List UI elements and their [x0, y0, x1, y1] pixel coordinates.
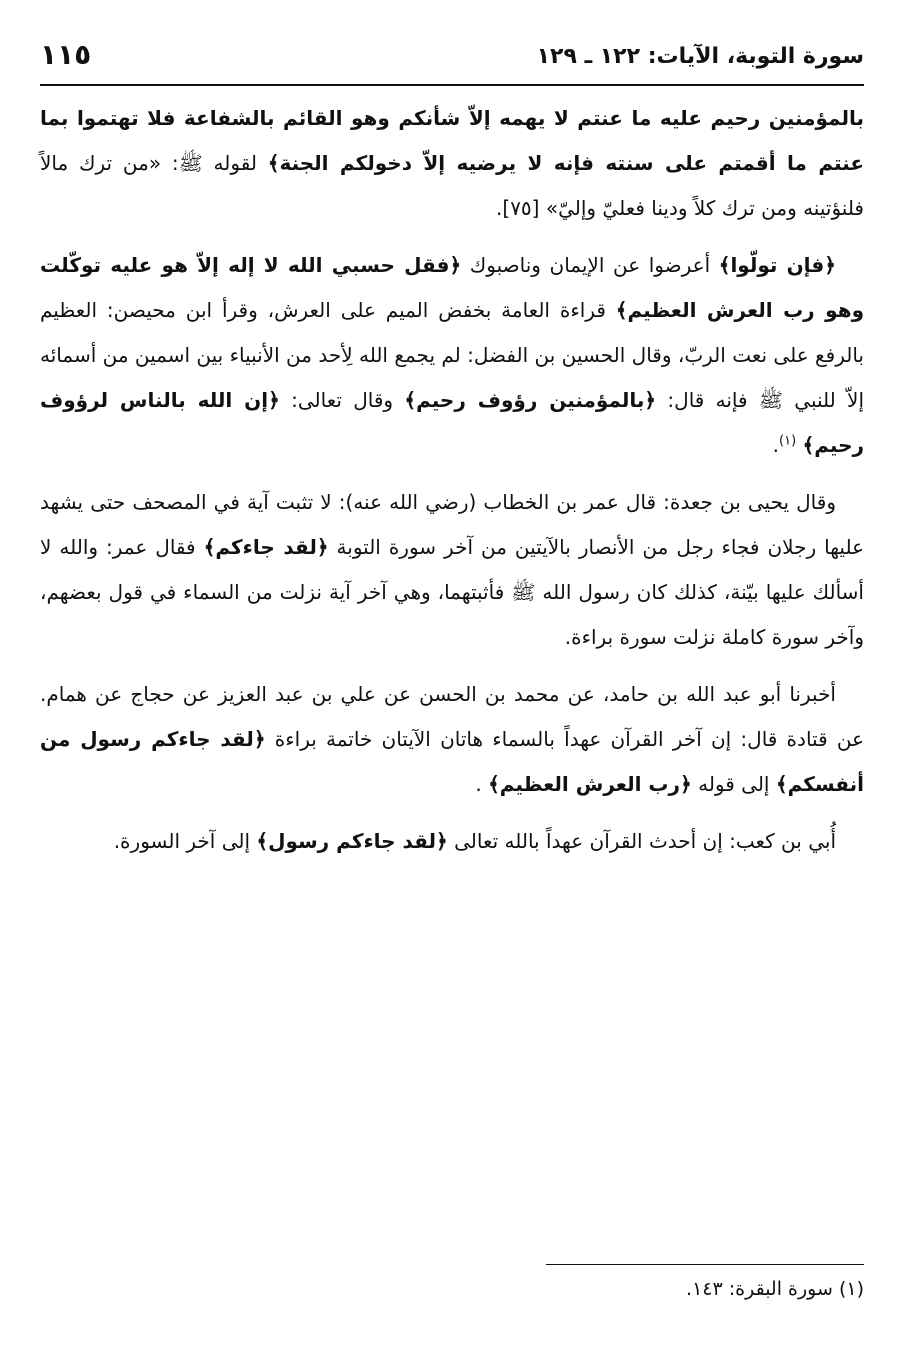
- text-run: فقال عمر: والله لا أسألك عليها بيّنة، كذلك كان رسول الله ﷺ فأثبتهما، وهي آخر آية نزلت من السماء في قول بعضهم، وآخر سورة كاملة نزلت سورة براءة.: [40, 535, 864, 649]
- text-run: قراءة العامة بخفض الميم على العرش، وقرأ ابن محيصن: العظيم بالرفع على نعت الربّ، وقال الحسين بن الفضل: لم يجمع الله لِأحد من الأنبياء بين اسمين من أسمائه إلاّ للنبي ﷺ فإنه قال:: [40, 298, 865, 412]
- footnote-marker: (١): [779, 433, 797, 449]
- paragraph-3: [40, 480, 864, 660]
- quran-quote: ﴿فإن تولّوا﴾: [718, 253, 837, 277]
- text-run: وقال تعالى:: [279, 388, 405, 412]
- text-run: .: [475, 772, 489, 796]
- quran-quote: ﴿إن الله بالناس لرؤوف رحيم﴾: [40, 388, 864, 457]
- page-header: [40, 36, 864, 86]
- quran-quote: ﴿فقل حسبي الله لا إله إلاّ هو عليه توكّلت وهو رب العرش العظيم﴾: [40, 253, 864, 322]
- quran-quote: ﴿لقد جاءكم﴾: [203, 535, 329, 559]
- quran-quote: ﴿لقد جاءكم رسول﴾: [256, 829, 448, 853]
- footnote-divider: [546, 1264, 864, 1265]
- paragraph-2: [40, 243, 864, 468]
- paragraph-4: [40, 672, 864, 807]
- main-text: [40, 96, 864, 864]
- text-run: .: [772, 433, 779, 457]
- quran-quote: ﴿بالمؤمنين رؤوف رحيم﴾: [404, 388, 657, 412]
- footnote: (١) سورة البقرة: ١٤٣.: [686, 1278, 864, 1300]
- paragraph-5: [40, 819, 864, 864]
- text-run: وقال يحيى بن جعدة: قال عمر بن الخطاب (رضي الله عنه): لا تثبت آية في المصحف حتى يشهد عليها رجلان فجاء رجل من الأنصار بالآيتين من آخر سورة التوبة: [40, 490, 865, 559]
- running-title: سورة التوبة، الآيات: ١٢٢ ـ ١٢٩: [536, 44, 864, 69]
- text-run: إلى آخر السورة.: [113, 829, 257, 853]
- text-run: إلى قوله: [691, 772, 776, 796]
- text-run: أخبرنا أبو عبد الله بن حامد، عن محمد بن الحسن عن علي بن عبد العزيز عن حجاج عن همام. عن قتادة قال: إن آخر القرآن عهداً بالسماء هاتان الآيتان خاتمة براءة: [40, 682, 864, 751]
- paragraph-1: [40, 96, 864, 231]
- text-run: أُبي بن كعب: إن أحدث القرآن عهداً بالله تعالى: [447, 829, 836, 853]
- quran-quote: ﴿رب العرش العظيم﴾: [488, 772, 692, 796]
- bold-text: بالمؤمنين رحيم عليه ما عنتم لا يهمه إلاّ شأنكم وهو القائم بالشفاعة فلا تهتموا بما عنتم ما أقمتم على سنته فإنه لا يرضيه إلاّ دخولكم الجنة﴾: [40, 106, 864, 175]
- page-number: ١١٥: [40, 38, 92, 71]
- text-run: لقوله ﷺ: «من ترك مالاً فلنؤتينه ومن ترك كلاً ودينا فعليّ وإليّ» [٧٥].: [40, 151, 864, 220]
- text-run: أعرضوا عن الإيمان وناصبوك: [461, 253, 719, 277]
- quran-quote: ﴿لقد جاءكم رسول من أنفسكم﴾: [40, 727, 864, 796]
